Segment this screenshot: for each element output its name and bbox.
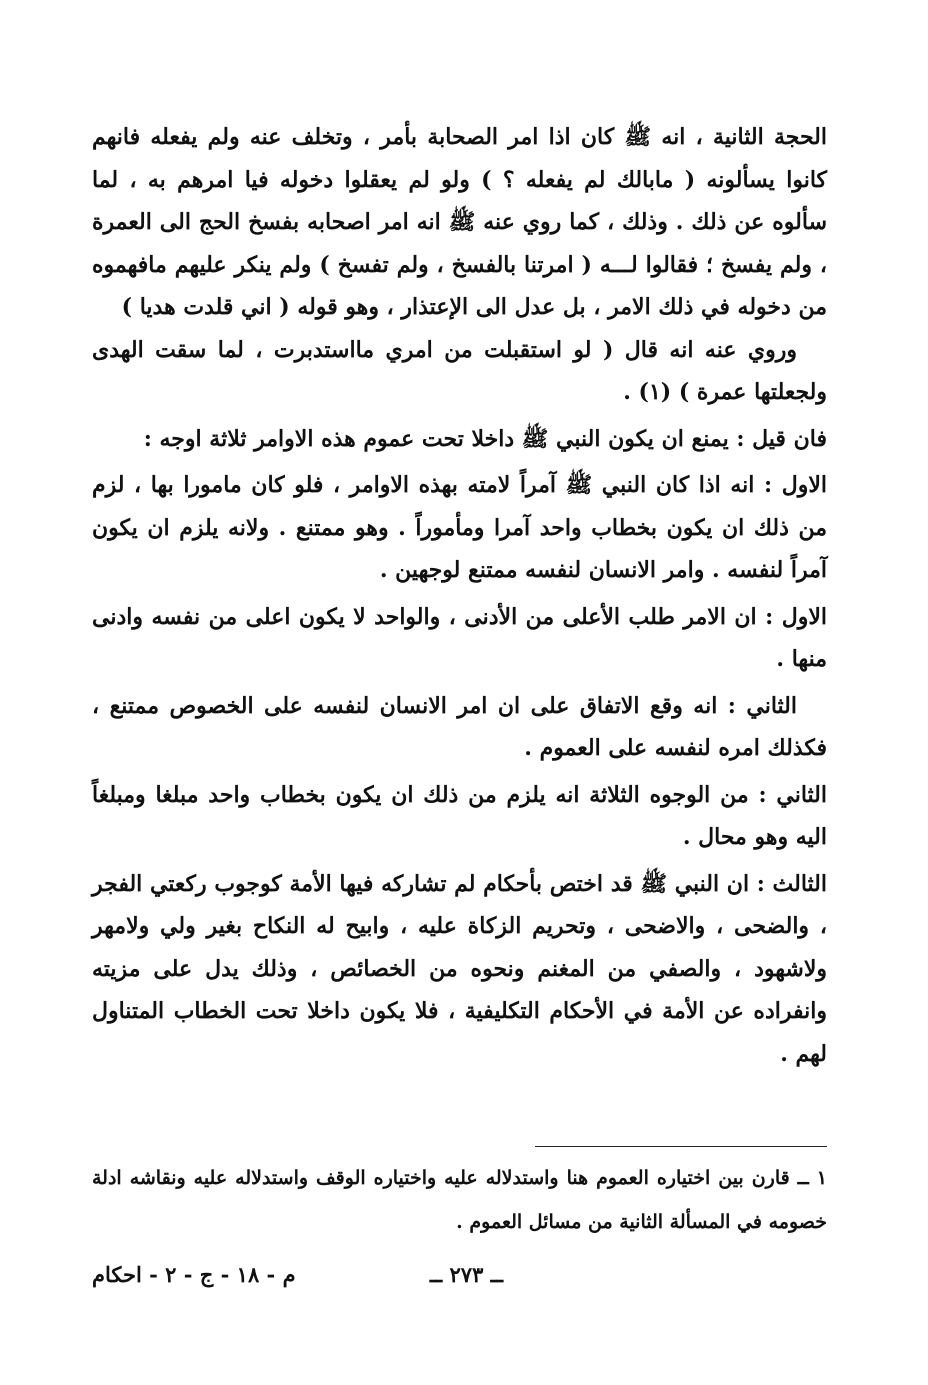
paragraph-hadith-narration: وروي عنه انه قال ( لو استقبلت من امري مااستدبرت ، لما سقت الهدى ولجعلتها عمرة ) (١) . (92, 336, 827, 405)
paragraph-second-reason: الثاني : انه وقع الاتفاق على ان امر الانسان لنفسه على الخصوص ممتنع ، فكذلك امره لنفسه على العموم . (92, 692, 827, 761)
footnote-1: ١ ــ قارن بين اختياره العموم هنا واستدلاله عليه واختياره الوقف واستدلاله عليه ونقاشه ادلة خصومه في المسألة الثانية من مسائل العموم . (92, 1167, 827, 1233)
page-footer (92, 1262, 827, 1302)
paragraph-objection: فان قيل : يمنع ان يكون النبي ﷺ داخلا تحت عموم هذه الاوامر ثلاثة اوجه : (143, 425, 827, 452)
page-body (92, 116, 827, 1287)
paragraph-second-argument: الحجة الثانية ، انه ﷺ كان اذا امر الصحابة بأمر ، وتخلف عنه ولم يفعله فانهم كانوا يسألونه ( مابالك لم يفعله ؟ ) ولو لم يعقلوا دخوله فيا امرهم به ، لما سألوه عن ذلك . وذلك ، كما روي عنه ﷺ انه امر اصحابه بفسخ الحج الى العمرة ، ولم يفسخ ؛ فقالوا لـــه ( امرتنا بالفسخ ، ولم تفسخ ) ولم ينكر عليهم مافهموه من دخوله في ذلك الامر ، بل عدل الى الإعتذار ، وهو قوله ( اني قلدت هديا ) (92, 124, 827, 320)
page-number: ــ ٢٧٣ ــ (429, 1262, 503, 1287)
paragraph-third-aspect: الثالث : ان النبي ﷺ قد اختص بأحكام لم تشاركه فيها الأمة كوجوب ركعتي الفجر ، والضحى ، والاضحى ، وتحريم الزكاة عليه ، وابيح له النكاح بغير ولي ولامهر ولاشهود ، والصفي من المغنم ونحوه من الخصائص ، وذلك يدل على مزيته وانفراده عن الأمة في الأحكام التكليفية ، فلا يكون داخلا تحت الخطاب المتناول لهم . (92, 870, 827, 1067)
paragraph-first-aspect: الاول : انه اذا كان النبي ﷺ آمراً لامته بهذه الاوامر ، فلو كان مامورا بها ، لزم من ذلك ان يكون بخطاب واحد آمرا ومأموراً . وهو ممتنع . ولانه يلزم ان يكون آمراً لنفسه . وامر الانسان لنفسه ممتنع لوجهين . (92, 472, 827, 583)
footnote-divider (535, 1146, 827, 1147)
printer-signature: م - ١٨ - ج - ٢ - احكام (92, 1262, 296, 1287)
footnotes (92, 1156, 827, 1244)
paragraph-first-reason: الاول : ان الامر طلب الأعلى من الأدنى ، والواحد لا يكون اعلى من نفسه وادنى منها . (92, 603, 827, 672)
paragraph-second-aspect: الثاني : من الوجوه الثلاثة انه يلزم من ذلك ان يكون بخطاب واحد مبلغا ومبلغاً اليه وهو محال . (92, 781, 827, 850)
